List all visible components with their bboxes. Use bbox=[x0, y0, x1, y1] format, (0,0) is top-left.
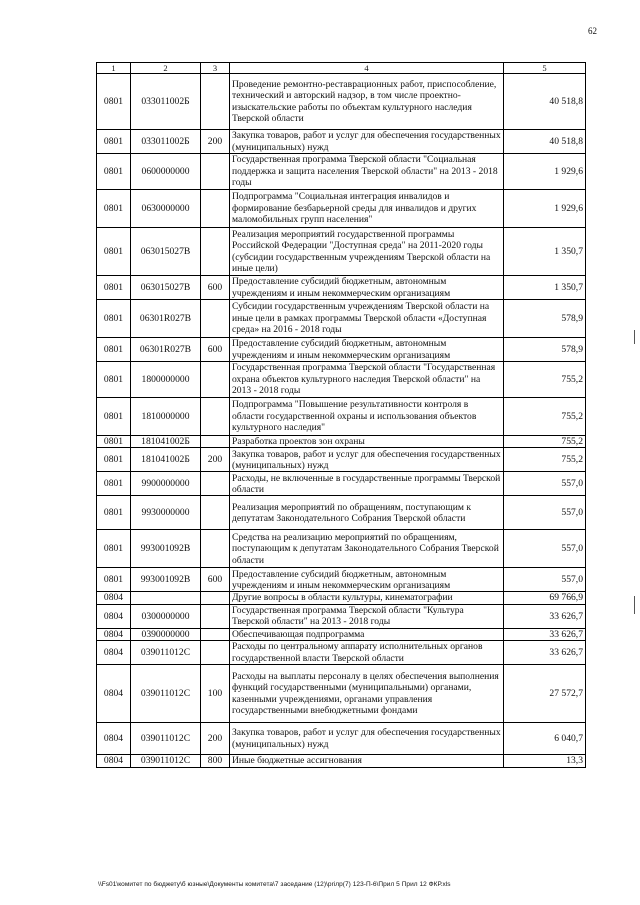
target-article-cell: 0630000000 bbox=[131, 190, 201, 228]
expense-type-cell: 600 bbox=[201, 338, 230, 362]
section-code-cell: 0804 bbox=[97, 604, 131, 628]
table-row bbox=[97, 665, 586, 723]
item-name-cell: Другие вопросы в области культуры, кинематографии bbox=[230, 592, 504, 604]
column-header-target-article: 2 bbox=[131, 63, 201, 74]
item-name-cell: Закупка товаров, работ и услуг для обеспечения государственных (муниципальных) нужд bbox=[230, 130, 504, 154]
table-header-row bbox=[97, 63, 586, 74]
item-name-cell: Разработка проектов зон охраны bbox=[230, 436, 504, 448]
table-row bbox=[97, 154, 586, 190]
expense-type-cell: 200 bbox=[201, 723, 230, 755]
expense-type-cell bbox=[201, 592, 230, 604]
amount-cell: 578,9 bbox=[504, 300, 586, 338]
expense-type-cell bbox=[201, 300, 230, 338]
table-row bbox=[97, 398, 586, 436]
item-name-cell: Расходы, не включенные в государственные программы Тверской области bbox=[230, 472, 504, 496]
expense-type-cell: 800 bbox=[201, 755, 230, 767]
amount-cell: 33 626,7 bbox=[504, 628, 586, 640]
target-article-cell: 0600000000 bbox=[131, 154, 201, 190]
section-code-cell: 0801 bbox=[97, 496, 131, 530]
section-code-cell: 0801 bbox=[97, 154, 131, 190]
item-name-cell: Обеспечивающая подпрограмма bbox=[230, 628, 504, 640]
scan-edge-mark bbox=[634, 596, 635, 614]
column-header-expense-type: 3 bbox=[201, 63, 230, 74]
expense-type-cell bbox=[201, 228, 230, 276]
item-name-cell: Предоставление субсидий бюджетным, автономным учреждениям и иным некоммерческим организациям bbox=[230, 338, 504, 362]
section-code-cell: 0801 bbox=[97, 228, 131, 276]
section-code-cell: 0801 bbox=[97, 74, 131, 130]
section-code-cell: 0801 bbox=[97, 338, 131, 362]
target-article-cell: 039011012С bbox=[131, 723, 201, 755]
amount-cell: 1 929,6 bbox=[504, 154, 586, 190]
table-row bbox=[97, 472, 586, 496]
section-code-cell: 0804 bbox=[97, 592, 131, 604]
expense-type-cell bbox=[201, 628, 230, 640]
target-article-cell: 0300000000 bbox=[131, 604, 201, 628]
amount-cell: 1 350,7 bbox=[504, 276, 586, 300]
target-article-cell: 033011002Б bbox=[131, 130, 201, 154]
expense-type-cell bbox=[201, 604, 230, 628]
item-name-cell: Расходы по центральному аппарату исполнительных органов государственной власти Тверской области bbox=[230, 641, 504, 665]
table-row bbox=[97, 74, 586, 130]
table-row bbox=[97, 338, 586, 362]
table-row bbox=[97, 628, 586, 640]
target-article-cell: 039011012С bbox=[131, 755, 201, 767]
item-name-cell: Государственная программа Тверской области "Государственная охрана объектов культурного наследия Тверской области" на 2013 - 2018 годы bbox=[230, 362, 504, 398]
section-code-cell: 0804 bbox=[97, 755, 131, 767]
table-row bbox=[97, 228, 586, 276]
section-code-cell: 0804 bbox=[97, 641, 131, 665]
target-article-cell: 063015027В bbox=[131, 228, 201, 276]
budget-table bbox=[96, 62, 586, 768]
expense-type-cell bbox=[201, 398, 230, 436]
target-article-cell: 063015027В bbox=[131, 276, 201, 300]
page-number: 62 bbox=[588, 26, 597, 36]
section-code-cell: 0801 bbox=[97, 568, 131, 592]
table-row bbox=[97, 530, 586, 568]
amount-cell: 6 040,7 bbox=[504, 723, 586, 755]
table-row bbox=[97, 641, 586, 665]
amount-cell: 1 929,6 bbox=[504, 190, 586, 228]
expense-type-cell: 600 bbox=[201, 568, 230, 592]
file-path-footer: \\Fs01\комитет по бюджету\б юзные\Документы комитета\7 заседание (12)\priлр(7) 123-П-6\Прил 5 Прил 12 ФКР.xls bbox=[98, 881, 451, 888]
table-row bbox=[97, 604, 586, 628]
item-name-cell: Реализация мероприятий государственной программы Российской Федерации "Доступная среда" на 2011-2020 годы (субсидии государственным учреждениям Тверской области на иные цели) bbox=[230, 228, 504, 276]
section-code-cell: 0801 bbox=[97, 472, 131, 496]
expense-type-cell bbox=[201, 74, 230, 130]
section-code-cell: 0801 bbox=[97, 530, 131, 568]
target-article-cell: 993001092В bbox=[131, 568, 201, 592]
section-code-cell: 0801 bbox=[97, 190, 131, 228]
amount-cell: 557,0 bbox=[504, 530, 586, 568]
item-name-cell: Средства на реализацию мероприятий по обращениям, поступающим к депутатам Законодательного Собрания Тверской области bbox=[230, 530, 504, 568]
expense-type-cell bbox=[201, 154, 230, 190]
amount-cell: 557,0 bbox=[504, 496, 586, 530]
expense-type-cell bbox=[201, 190, 230, 228]
table-row bbox=[97, 130, 586, 154]
amount-cell: 40 518,8 bbox=[504, 74, 586, 130]
expense-type-cell bbox=[201, 362, 230, 398]
item-name-cell: Предоставление субсидий бюджетным, автономным учреждениям и иным некоммерческим организациям bbox=[230, 276, 504, 300]
table-row bbox=[97, 496, 586, 530]
expense-type-cell bbox=[201, 496, 230, 530]
expense-type-cell: 200 bbox=[201, 448, 230, 472]
target-article-cell: 993001092В bbox=[131, 530, 201, 568]
expense-type-cell: 100 bbox=[201, 665, 230, 723]
column-header-amount: 5 bbox=[504, 63, 586, 74]
table-row bbox=[97, 300, 586, 338]
target-article-cell: 181041002Б bbox=[131, 436, 201, 448]
expense-type-cell bbox=[201, 436, 230, 448]
expense-type-cell bbox=[201, 641, 230, 665]
table-row bbox=[97, 723, 586, 755]
target-article-cell: 06301R027В bbox=[131, 300, 201, 338]
item-name-cell: Субсидии государственным учреждениям Тверской области на иные цели в рамках программы Тверской области «Доступная среда» на 2016 - 2018 годы bbox=[230, 300, 504, 338]
amount-cell: 578,9 bbox=[504, 338, 586, 362]
item-name-cell: Реализация мероприятий по обращениям, поступающим к депутатам Законодательного Собрания Тверской области bbox=[230, 496, 504, 530]
section-code-cell: 0801 bbox=[97, 362, 131, 398]
table-body bbox=[97, 74, 586, 768]
amount-cell: 557,0 bbox=[504, 472, 586, 496]
expense-type-cell: 200 bbox=[201, 130, 230, 154]
amount-cell: 755,2 bbox=[504, 398, 586, 436]
section-code-cell: 0801 bbox=[97, 436, 131, 448]
section-code-cell: 0804 bbox=[97, 628, 131, 640]
target-article-cell: 039011012С bbox=[131, 665, 201, 723]
section-code-cell: 0801 bbox=[97, 276, 131, 300]
target-article-cell: 0390000000 bbox=[131, 628, 201, 640]
amount-cell: 27 572,7 bbox=[504, 665, 586, 723]
table-row bbox=[97, 568, 586, 592]
item-name-cell: Закупка товаров, работ и услуг для обеспечения государственных (муниципальных) нужд bbox=[230, 723, 504, 755]
table-row bbox=[97, 190, 586, 228]
amount-cell: 13,3 bbox=[504, 755, 586, 767]
table-row bbox=[97, 436, 586, 448]
target-article-cell: 06301R027В bbox=[131, 338, 201, 362]
target-article-cell: 1810000000 bbox=[131, 398, 201, 436]
section-code-cell: 0804 bbox=[97, 665, 131, 723]
section-code-cell: 0801 bbox=[97, 300, 131, 338]
target-article-cell: 1800000000 bbox=[131, 362, 201, 398]
table-row bbox=[97, 448, 586, 472]
section-code-cell: 0804 bbox=[97, 723, 131, 755]
item-name-cell: Закупка товаров, работ и услуг для обеспечения государственных (муниципальных) нужд bbox=[230, 448, 504, 472]
item-name-cell: Государственная программа Тверской области "Социальная поддержка и защита населения Тверской области" на 2013 - 2018 годы bbox=[230, 154, 504, 190]
expense-type-cell: 600 bbox=[201, 276, 230, 300]
item-name-cell: Расходы на выплаты персоналу в целях обеспечения выполнения функций государственными (муниципальными) органами, казенными учреждениями, органами управления государственными внебюджетными фондами bbox=[230, 665, 504, 723]
item-name-cell: Иные бюджетные ассигнования bbox=[230, 755, 504, 767]
table-row bbox=[97, 755, 586, 767]
amount-cell: 33 626,7 bbox=[504, 604, 586, 628]
section-code-cell: 0801 bbox=[97, 398, 131, 436]
table-row bbox=[97, 362, 586, 398]
amount-cell: 40 518,8 bbox=[504, 130, 586, 154]
item-name-cell: Государственная программа Тверской области "Культура Тверской области" на 2013 - 2018 годы bbox=[230, 604, 504, 628]
expense-type-cell bbox=[201, 472, 230, 496]
amount-cell: 69 766,9 bbox=[504, 592, 586, 604]
amount-cell: 755,2 bbox=[504, 362, 586, 398]
expense-type-cell bbox=[201, 530, 230, 568]
item-name-cell: Предоставление субсидий бюджетным, автономным учреждениям и иным некоммерческим организациям bbox=[230, 568, 504, 592]
column-header-name: 4 bbox=[230, 63, 504, 74]
amount-cell: 33 626,7 bbox=[504, 641, 586, 665]
amount-cell: 755,2 bbox=[504, 448, 586, 472]
target-article-cell: 9930000000 bbox=[131, 496, 201, 530]
table-row bbox=[97, 276, 586, 300]
target-article-cell: 9900000000 bbox=[131, 472, 201, 496]
amount-cell: 557,0 bbox=[504, 568, 586, 592]
amount-cell: 755,2 bbox=[504, 436, 586, 448]
section-code-cell: 0801 bbox=[97, 448, 131, 472]
target-article-cell: 039011012С bbox=[131, 641, 201, 665]
target-article-cell bbox=[131, 592, 201, 604]
scan-edge-mark bbox=[634, 330, 635, 344]
item-name-cell: Проведение ремонтно-реставрационных работ, приспособление, технический и авторский надзор, в том числе проектно-изыскательские работы по объектам культурного наследия Тверской области bbox=[230, 74, 504, 130]
item-name-cell: Подпрограмма "Социальная интеграция инвалидов и формирование безбарьерной среды для инвалидов и других маломобильных групп населения" bbox=[230, 190, 504, 228]
section-code-cell: 0801 bbox=[97, 130, 131, 154]
table-row bbox=[97, 592, 586, 604]
target-article-cell: 033011002Б bbox=[131, 74, 201, 130]
target-article-cell: 181041002Б bbox=[131, 448, 201, 472]
item-name-cell: Подпрограмма "Повышение результативности контроля в области государственной охраны и использования объектов культурного наследия" bbox=[230, 398, 504, 436]
amount-cell: 1 350,7 bbox=[504, 228, 586, 276]
column-header-section: 1 bbox=[97, 63, 131, 74]
